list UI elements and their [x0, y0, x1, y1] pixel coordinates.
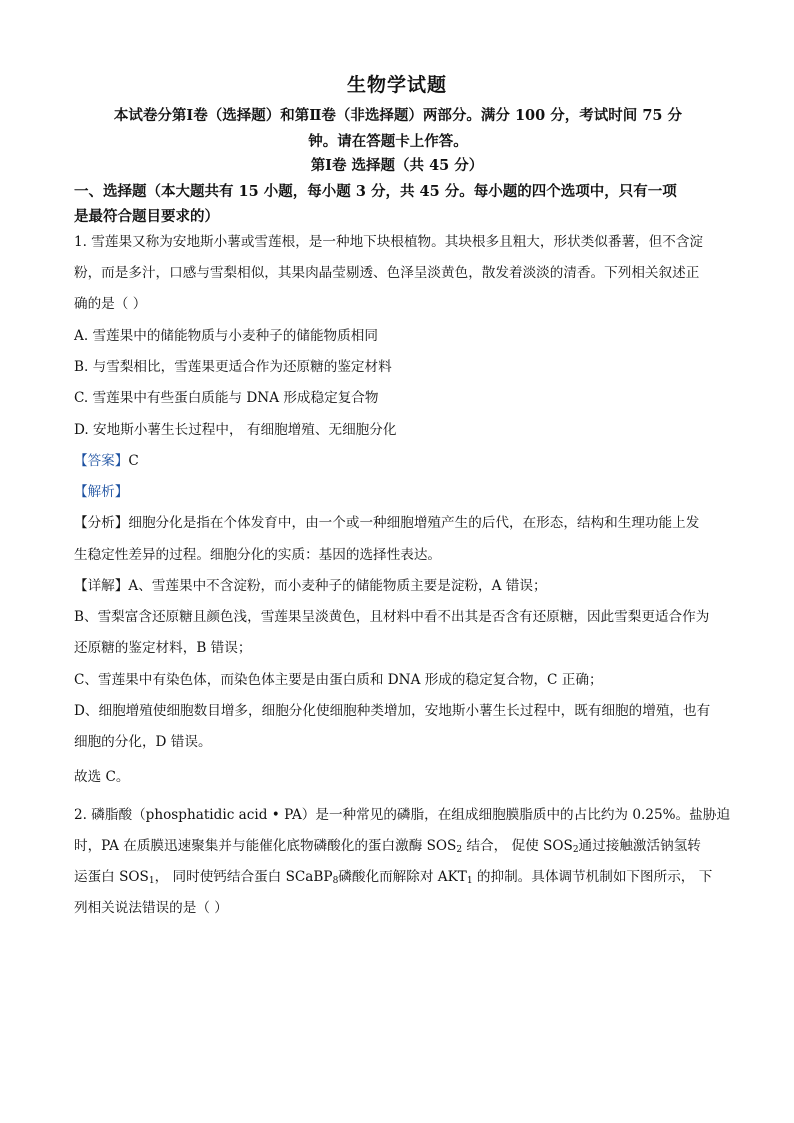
fenxi-text-1: 细胞分化是指在个体发育中，由一个或一种细胞增殖产生的后代，在形态，结构和生理功能上发	[128, 515, 700, 531]
q1-option-b: B. 与雪梨相比，雪莲果更适合作为还原糖的鉴定材料	[74, 359, 392, 375]
q1-stem-line-1: 1. 雪莲果又称为安地斯小薯或雪莲根，是一种地下块根植物。其块根多且粗大，形状类似番薯，但不含淀	[74, 234, 704, 250]
q2-line-3-c: 磷酸化而解除对 AKT	[338, 869, 467, 885]
q1-conclusion: 故选 C。	[74, 769, 130, 785]
page-title: 生物学试题	[346, 74, 447, 96]
q1-xiangjie-c: C、雪莲果中有染色体，而染色体主要是由蛋白质和 DNA 形成的稳定复合物，C 正确；	[74, 672, 603, 688]
q1-answer	[74, 451, 724, 471]
section-heading-line-1: 一、选择题（本大题共有 15 小题，每小题 3 分，共 45 分。每小题的四个选项中，只有一项	[74, 183, 677, 200]
q2-line-3-b: ， 同时使钙结合蛋白 SCaBP	[154, 869, 333, 885]
q2-line-3	[74, 867, 724, 891]
fenxi-tag: 【分析】	[74, 515, 129, 531]
q2-sub-sos2: 2	[456, 845, 463, 855]
intro-line-2: 钟。请在答题卡上作答。	[308, 133, 468, 150]
q1-stem-line-2: 粉，而是多汁，口感与雪梨相似，其果肉晶莹剔透、色泽呈淡黄色，散发着淡淡的清香。下列相关叙述正	[74, 265, 700, 281]
q2-line-2	[74, 836, 724, 860]
q1-analysis	[74, 482, 724, 502]
q2-line-4: 列相关说法错误的是（ ）	[74, 900, 228, 916]
q1-option-a: A. 雪莲果中的储能物质与小麦种子的储能物质相同	[74, 328, 378, 344]
intro-line-1: 本试卷分第Ⅰ卷（选择题）和第Ⅱ卷（非选择题）两部分。满分 100 分，考试时间 75 分	[113, 107, 683, 124]
q1-fenxi-line-1	[74, 513, 724, 533]
q1-xiangjie-d-line-2: 细胞的分化，D 错误。	[74, 734, 212, 750]
q1-stem-line-3: 确的是（ ）	[74, 296, 147, 312]
q2-line-3-a: 运蛋白 SOS	[74, 869, 149, 885]
q1-xiangjie-b-line-1: B、雪梨富含还原糖且颜色浅，雪莲果呈淡黄色，且材料中看不出其是否含有还原糖，因此雪梨更适合作为	[74, 609, 710, 625]
q2-line-2-c: 通过接触激活钠氢转	[578, 838, 701, 854]
q2-sub-scabp8: 8	[332, 876, 339, 886]
q2-line-2-a: 时，PA 在质膜迅速聚集并与能催化底物磷酸化的蛋白激酶 SOS	[74, 838, 457, 854]
answer-value: C	[128, 453, 139, 469]
xiangjie-a-text: A、雪莲果中不含淀粉，而小麦种子的储能物质主要是淀粉，A 错误；	[128, 578, 547, 594]
q1-xiangjie-d-line-1: D、细胞增殖使细胞数目增多，细胞分化使细胞种类增加，安地斯小薯生长过程中，既有细胞的增殖，也有	[74, 703, 711, 719]
q1-option-c: C. 雪莲果中有些蛋白质能与 DNA 形成稳定复合物	[74, 390, 379, 406]
answer-tag: 【答案】	[74, 453, 129, 469]
q2-sub-sos2-b: 2	[572, 845, 579, 855]
analysis-tag: 【解析】	[74, 484, 129, 500]
q2-line-3-d: 的抑制。具体调节机制如下图所示， 下	[472, 869, 713, 885]
q2-line-2-b: 结合， 促使 SOS	[462, 838, 573, 854]
q1-fenxi-line-2: 生稳定性差异的过程。细胞分化的实质：基因的选择性表达。	[74, 547, 442, 563]
q1-xiangjie-b-line-2: 还原糖的鉴定材料，B 错误；	[74, 640, 252, 656]
q2-sub-akt1: 1	[466, 876, 473, 886]
part-heading: 第Ⅰ卷 选择题（共 45 分）	[310, 157, 484, 174]
xiangjie-tag: 【详解】	[74, 578, 129, 594]
q1-xiangjie-a	[74, 576, 724, 596]
section-heading-line-2: 是最符合题目要求的）	[74, 208, 219, 225]
q2-line-1: 2. 磷脂酸（phosphatidic acid • PA）是一种常见的磷脂，在组成细胞膜脂质中的占比约为 0.25%。盐胁迫	[74, 807, 730, 823]
q1-option-d: D. 安地斯小薯生长过程中， 有细胞增殖、无细胞分化	[74, 422, 397, 438]
q2-sub-sos1: 1	[148, 876, 155, 886]
